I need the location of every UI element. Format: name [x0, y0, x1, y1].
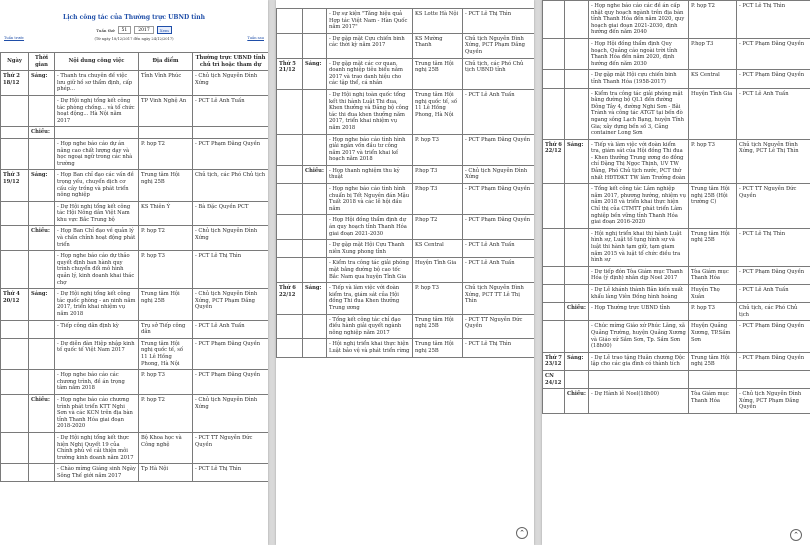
- content-cell: - Họp Hội đồng thẩm định Quy hoạch, Quảng cáo ngoài trời tỉnh Thanh Hóa đến năm 2020, định hướng đến năm 2030: [589, 38, 689, 69]
- table-row: [277, 339, 535, 357]
- place-cell: Trung tâm Hội nghị 25B: [413, 58, 463, 89]
- session-cell: Chiều:: [565, 389, 589, 414]
- content-cell: - Dự tiếp đón Tòa Giám mục Thanh Hóa (ý định) nhân dịp Noel 2017: [589, 266, 689, 284]
- day-cell: Thứ 4 20/12: [1, 289, 29, 320]
- place-cell: Tp Hà Nội: [139, 464, 193, 482]
- day-cell: [543, 284, 565, 302]
- place-cell: TP Vinh Nghệ An: [139, 95, 193, 126]
- content-cell: - Hội nghị triển khai thực hiện Luật bảo vệ và phát triển rừng: [327, 339, 413, 357]
- lead-cell: - PCT TT Nguyễn Đức Quyền: [463, 314, 535, 339]
- day-cell: [543, 303, 565, 321]
- schedule-table: [0, 52, 268, 482]
- day-cell: [543, 266, 565, 284]
- session-cell: Sáng:: [29, 170, 55, 201]
- place-cell: P. họp T3: [413, 283, 463, 314]
- table-row: [277, 283, 535, 314]
- lead-cell: Chủ tịch Nguyễn Đình Xứng, PCT Phạm Đăng Quyền: [463, 33, 535, 58]
- session-cell: [565, 88, 589, 139]
- lead-cell: - PCT Phạm Đăng Quyền: [737, 352, 810, 370]
- schedule-page-2: [276, 0, 534, 545]
- week-selector: [0, 26, 268, 34]
- day-cell: [543, 88, 565, 139]
- session-cell: Sáng:: [565, 352, 589, 370]
- place-cell: Tòa Giám mục Thanh Hóa: [689, 389, 737, 414]
- lead-cell: - PCT Phạm Đăng Quyền: [737, 266, 810, 284]
- table-row: [1, 370, 269, 395]
- day-cell: [277, 89, 303, 134]
- day-cell: [543, 321, 565, 352]
- content-cell: - Họp nghe báo cáo các đề án cấp nhật quy hoạch ngành trên địa bàn tỉnh Thanh Hóa đến năm 2020, quy hoạch giai đoạn 2021-2030, định hướng đến năm 2040: [589, 1, 689, 39]
- place-cell: Trung tâm Hội nghị 25B (Hội trường C): [689, 184, 737, 229]
- session-cell: [303, 240, 327, 258]
- session-cell: Chiều:: [29, 226, 55, 251]
- place-cell: P.họp T3: [689, 38, 737, 69]
- day-cell: [277, 134, 303, 165]
- content-cell: - Dự Hội nghị tổng kết thực hiện Nghị Quyết 19 của Chính phủ về cải thiện môi trường kinh doanh năm 2017: [55, 432, 139, 463]
- day-cell: [1, 138, 29, 169]
- session-cell: [29, 338, 55, 369]
- session-cell: [303, 184, 327, 215]
- content-cell: - Họp nghe báo cáo chương trình phát triển KTT Nghi Sơn và các KCN trên địa bàn tỉnh Thanh Hóa giai đoạn 2018-2020: [55, 394, 139, 432]
- content-cell: - Họp Ban chỉ đạo các vấn đề trọng yếu, chuyển dịch cơ cấu cây trồng và phát triển nông nghiệp: [55, 170, 139, 201]
- day-cell: [277, 314, 303, 339]
- schedule-table-wrap-1: [0, 52, 268, 482]
- lead-cell: - PCT Lê Anh Tuấn: [737, 284, 810, 302]
- session-cell: [29, 251, 55, 289]
- place-cell: [139, 127, 193, 139]
- schedule-page-3: [542, 0, 810, 545]
- table-row: [1, 138, 269, 169]
- lead-cell: - PCT Lê Anh Tuấn: [193, 320, 269, 338]
- view-button[interactable]: Xem: [157, 26, 172, 34]
- lead-cell: - PCT Lê Thị Thìn: [193, 251, 269, 289]
- session-cell: Chiều:: [303, 165, 327, 183]
- table-row: [1, 201, 269, 226]
- lead-cell: - PCT Lê Anh Tuấn: [463, 240, 535, 258]
- place-cell: P. họp T3: [139, 251, 193, 289]
- place-cell: KS Mường Thanh: [413, 33, 463, 58]
- place-cell: Trung tâm Hội nghị 25B: [139, 170, 193, 201]
- session-cell: Sáng:: [303, 58, 327, 89]
- content-cell: - Dự Lễ trao tặng Huân chương Độc lập cho các gia đình có thành tích: [589, 352, 689, 370]
- place-cell: P. họp T2: [139, 394, 193, 432]
- session-cell: [565, 184, 589, 229]
- place-cell: Trung tâm Hội nghị 25B: [413, 314, 463, 339]
- session-cell: [303, 9, 327, 34]
- session-cell: [303, 339, 327, 357]
- day-cell: [277, 9, 303, 34]
- content-cell: - Dự sự kiện "Tăng hiệu quả Hợp tác Việt Nam - Hàn Quốc năm 2017": [327, 9, 413, 34]
- session-cell: Chiều:: [29, 127, 55, 139]
- lead-cell: [737, 370, 810, 388]
- content-cell: - Chúc mừng Giáo xứ Phúc Lãng, xã Quảng Trường, huyện Quảng Xương và Giáo xứ Sầm Sơn, Tp. Sầm Sơn (18h00): [589, 321, 689, 352]
- lead-cell: - PCT Lê Thị Thìn: [737, 228, 810, 266]
- place-cell: KS Thiên Ý: [139, 201, 193, 226]
- place-cell: Trung tâm Hội nghị 25B: [689, 228, 737, 266]
- lead-cell: - Chủ tịch Nguyễn Đình Xứng: [463, 165, 535, 183]
- col-header-lead: Thường trực UBND tỉnh chủ trì hoặc tham dự: [193, 53, 269, 71]
- next-week-link[interactable]: Tuần sau: [247, 36, 264, 40]
- week-label: Tuần thứ: [96, 27, 115, 33]
- table-row: [543, 70, 810, 88]
- content-cell: - Tổng kết công tác chỉ đạo điều hành giải quyết ngành nông nghiệp năm 2017: [327, 314, 413, 339]
- schedule-table: [542, 0, 810, 414]
- prev-week-link[interactable]: Tuần trước: [4, 36, 25, 40]
- place-cell: KS Central: [413, 240, 463, 258]
- scroll-up-icon[interactable]: ⌃: [790, 529, 802, 541]
- place-cell: Tòa Giám mục Thanh Hóa: [689, 266, 737, 284]
- content-cell: - Kiểm tra công tác giải phóng mặt bằng đường bộ QL1 đến đường Đông Tây 4, đường Nghi Sơn - Bãi Trành và công tác ATGT tại bến đò ngang sông Lạch Bạng, huyện Tĩnh Gia; xây dựng bến số 3, Cảng container Long Sơn: [589, 88, 689, 139]
- content-cell: - Họp Ban Chỉ đạo về quản lý và chấn chỉnh hoạt động phát triển: [55, 226, 139, 251]
- day-cell: [1, 201, 29, 226]
- page-title: Lịch công tác của Thường trực UBND tỉnh: [62, 14, 206, 21]
- lead-cell: - PCT Phạm Đăng Quyền: [463, 215, 535, 240]
- place-cell: P.họp T3: [413, 165, 463, 183]
- session-cell: Sáng:: [303, 283, 327, 314]
- place-cell: Tỉnh Vĩnh Phúc: [139, 71, 193, 96]
- session-cell: [303, 89, 327, 134]
- session-cell: Chiều:: [565, 303, 589, 321]
- place-cell: Huyện Tĩnh Gia: [689, 88, 737, 139]
- content-cell: - Họp Hội đồng thẩm định dự án quy hoạch tỉnh Thanh Hóa giai đoạn 2021-2030: [327, 215, 413, 240]
- table-row: [543, 303, 810, 321]
- content-cell: - Họp nghe báo cáo dự thảo quyết định ban hành quy trình chuyển đổi mô hình quản lý, kinh doanh khai thác chợ: [55, 251, 139, 289]
- year-select[interactable]: 2017: [134, 26, 153, 34]
- table-row: [1, 394, 269, 432]
- day-cell: [277, 33, 303, 58]
- day-cell: [277, 240, 303, 258]
- session-cell: [565, 38, 589, 69]
- table-row: [1, 226, 269, 251]
- content-cell: - Thanh tra chuyên đề việc lưu giữ hồ sơ thẩm định, cấp phép...: [55, 71, 139, 96]
- content-cell: [55, 127, 139, 139]
- session-cell: [565, 370, 589, 388]
- content-cell: - Họp Thường trực UBND tỉnh: [589, 303, 689, 321]
- day-cell: Thứ 6 22/12: [543, 139, 565, 184]
- lead-cell: - PCT Lê Thị Thìn: [193, 464, 269, 482]
- lead-cell: - Chủ tịch Nguyễn Đình Xứng: [193, 71, 269, 96]
- content-cell: - Tổng kết công tác Lâm nghiệp năm 2017, phương hướng, nhiệm vụ năm 2018 và triển khai thực hiện Chỉ thị của CTMTT phát triển Lâm nghiệp bền vững tỉnh Thanh Hóa giai đoạn 2016-2020: [589, 184, 689, 229]
- lead-cell: Chủ tịch, các Phó Chủ tịch UBND tỉnh: [463, 58, 535, 89]
- table-row: [277, 89, 535, 134]
- schedule-body: [277, 9, 535, 358]
- lead-cell: - Chủ tịch Nguyễn Đình Xứng, PCT Phạm Đăng Quyền: [193, 289, 269, 320]
- table-row: [277, 240, 535, 258]
- table-row: [1, 251, 269, 289]
- content-cell: - Dự gặp mặt Hội cựu chiến binh tỉnh Thanh Hóa (1958-2017): [589, 70, 689, 88]
- place-cell: Trung tâm Hội nghị quốc tế, số 11 Lê Hồng Phong, Hà Nội: [139, 338, 193, 369]
- lead-cell: - PCT TT Nguyễn Đức Quyền: [737, 184, 810, 229]
- table-row: [277, 184, 535, 215]
- table-row: [277, 9, 535, 34]
- day-cell: Thứ 2 18/12: [1, 71, 29, 96]
- place-cell: Huyện Quảng Xương, TP.Sầm Sơn: [689, 321, 737, 352]
- lead-cell: - PCT Lê Thị Thìn: [463, 339, 535, 357]
- lead-cell: - PCT Lê Anh Tuấn: [463, 258, 535, 283]
- content-cell: - Họp nghe báo cáo tình hình chuẩn bị Tết Nguyên đán Mậu Tuất 2018 và các lễ hội đầu năm: [327, 184, 413, 215]
- session-cell: Sáng:: [565, 139, 589, 184]
- day-cell: [1, 464, 29, 482]
- lead-cell: Chủ tịch Nguyễn Đình Xứng, PCT Lê Thị Thìn: [737, 139, 810, 184]
- col-header-time: Thời gian: [29, 53, 55, 71]
- lead-cell: Chủ tịch Nguyễn Đình Xứng, PCT TT Lê Thị Thìn: [463, 283, 535, 314]
- lead-cell: - Bà Đặc Quyền PCT: [193, 201, 269, 226]
- content-cell: - Họp nghe báo cáo tình hình giải ngân vốn đầu tư công năm 2017 và triển khai kế hoạch năm 2018: [327, 134, 413, 165]
- place-cell: P.họp T3: [413, 184, 463, 215]
- day-cell: [543, 228, 565, 266]
- day-cell: [277, 258, 303, 283]
- lead-cell: - PCT Lê Thị Thìn: [463, 9, 535, 34]
- table-row: [1, 95, 269, 126]
- place-cell: Trụ sở Tiếp công dân: [139, 320, 193, 338]
- day-cell: [1, 370, 29, 395]
- content-cell: - Dự Hội nghị toàn quốc tổng kết thi hành Luật Thi đua, Khen thưởng và Đảng bộ công tác thi đua khen thưởng năm 2017, triển khai nhiệm vụ năm 2018: [327, 89, 413, 134]
- place-cell: [689, 370, 737, 388]
- table-row: [277, 134, 535, 165]
- table-row: [1, 338, 269, 369]
- session-cell: Sáng:: [29, 71, 55, 96]
- place-cell: Huyện Tĩnh Gia: [413, 258, 463, 283]
- table-header-row: [1, 53, 269, 71]
- table-row: [543, 370, 810, 388]
- place-cell: Trung tâm Hội nghị 25B: [413, 339, 463, 357]
- session-cell: [565, 70, 589, 88]
- content-cell: - Dự diễn đàn Hiệp nhập kinh tế quốc tế Việt Nam 2017: [55, 338, 139, 369]
- session-cell: [29, 138, 55, 169]
- content-cell: - Họp thanh nghiệm thu kỹ thuật: [327, 165, 413, 183]
- lead-cell: - Chủ tịch Nguyễn Đình Xứng: [193, 226, 269, 251]
- table-row: [277, 314, 535, 339]
- content-cell: [589, 370, 689, 388]
- table-row: [543, 184, 810, 229]
- day-cell: [277, 215, 303, 240]
- place-cell: Bộ Khoa học và Công nghệ: [139, 432, 193, 463]
- schedule-table-wrap-3: [542, 0, 810, 414]
- schedule-table-wrap-2: [276, 8, 534, 358]
- table-row: [277, 258, 535, 283]
- session-cell: Sáng:: [29, 289, 55, 320]
- content-cell: - Tiếp và làm việc với đoàn kiểm tra, giám sát của Hội đồng Thi đua Khen thưởng Trung ương: [327, 283, 413, 314]
- content-cell: - Dự Lễ khánh thành Bản kiến xuất khẩu làng Viên Đồng hình hoàng: [589, 284, 689, 302]
- lead-cell: Chủ tịch, các Phó Chủ tịch: [193, 170, 269, 201]
- lead-cell: - PCT Phạm Đăng Quyền: [737, 321, 810, 352]
- table-row: [543, 139, 810, 184]
- table-row: [1, 170, 269, 201]
- day-cell: Thứ 7 23/12: [543, 352, 565, 370]
- lead-cell: - PCT Lê Anh Tuấn: [193, 95, 269, 126]
- content-cell: - Họp nghe báo cáo dự án nâng cao chất lượng dạy và học ngoại ngữ trong các nhà trường: [55, 138, 139, 169]
- place-cell: Trung tâm Hội nghị 25B: [139, 289, 193, 320]
- session-cell: [303, 258, 327, 283]
- day-cell: [1, 127, 29, 139]
- session-cell: [29, 320, 55, 338]
- day-cell: CN 24/12: [543, 370, 565, 388]
- table-row: [1, 320, 269, 338]
- day-cell: [1, 95, 29, 126]
- session-cell: [303, 314, 327, 339]
- place-cell: P.họp T2: [413, 215, 463, 240]
- day-cell: [1, 251, 29, 289]
- day-cell: Thứ 3 19/12: [1, 170, 29, 201]
- day-cell: [543, 389, 565, 414]
- schedule-table: [276, 8, 534, 358]
- lead-cell: - PCT Phạm Đăng Quyền: [193, 138, 269, 169]
- day-cell: [277, 339, 303, 357]
- schedule-header: [0, 0, 268, 41]
- scroll-up-icon[interactable]: ⌃: [516, 527, 528, 539]
- lead-cell: - PCT Phạm Đăng Quyền: [193, 370, 269, 395]
- lead-cell: - PCT Phạm Đăng Quyền: [737, 38, 810, 69]
- content-cell: - Hội nghị triển khai thi hành Luật hình sự, Luật tố tụng hình sự và luật thi hành tạm giữ, tạm giam năm 2015 và luật tổ chức điều tra hình sự: [589, 228, 689, 266]
- place-cell: P. họp T3: [689, 139, 737, 184]
- content-cell: - Họp nghe báo cáo các chương trình, đề án trọng tâm năm 2018: [55, 370, 139, 395]
- session-cell: Chiều:: [29, 394, 55, 432]
- table-row: [277, 58, 535, 89]
- day-cell: [277, 184, 303, 215]
- content-cell: - Dự gặp mặt Hội Cựu Thanh niên Xung phong tỉnh: [327, 240, 413, 258]
- day-cell: [1, 320, 29, 338]
- table-row: [543, 1, 810, 39]
- place-cell: P. họp T3: [139, 370, 193, 395]
- day-cell: [1, 338, 29, 369]
- session-cell: [29, 201, 55, 226]
- table-row: [277, 165, 535, 183]
- schedule-body: [1, 71, 269, 482]
- lead-cell: - Chủ tịch Nguyễn Đình Xứng, PCT Phạm Đăng Quyền: [737, 389, 810, 414]
- lead-cell: - PCT Lê Thị Thìn: [737, 1, 810, 39]
- place-cell: Huyện Thọ Xuân: [689, 284, 737, 302]
- day-cell: [543, 70, 565, 88]
- session-cell: [565, 228, 589, 266]
- day-cell: [543, 38, 565, 69]
- table-row: [543, 284, 810, 302]
- session-cell: [565, 321, 589, 352]
- session-cell: [565, 266, 589, 284]
- day-cell: [543, 1, 565, 39]
- place-cell: Trung tâm Hội nghị 25B: [689, 352, 737, 370]
- content-cell: - Dự Hội nghị tổng kết công tác phòng chống... và tổ chức hoạt động... Hà Nội năm 2017: [55, 95, 139, 126]
- day-cell: [277, 165, 303, 183]
- content-cell: - Tiếp và làm việc với đoàn kiểm tra, giám sát của Hội đồng Thi đua - Khen thưởng Trung ương do đồng chí Đặng Thị Ngọc Thịnh, UV TW Đảng, Phó Chủ tịch nước, PCT thứ nhất HĐTĐKT TW làm Trưởng đoàn: [589, 139, 689, 184]
- session-cell: [29, 464, 55, 482]
- session-cell: [29, 95, 55, 126]
- col-header-place: Địa điểm: [139, 53, 193, 71]
- content-cell: - Dự gặp mặt các cơ quan, doanh nghiệp tiêu biểu năm 2017 và trao danh hiệu cho các tập thể, cá nhân: [327, 58, 413, 89]
- table-row: [543, 266, 810, 284]
- day-cell: [1, 432, 29, 463]
- content-cell: - Dự Hội nghị tổng kết công tác quốc phòng - an ninh năm 2017, triển khai nhiệm vụ năm 2018: [55, 289, 139, 320]
- table-row: [1, 71, 269, 96]
- content-cell: - Dự gặp mặt Cựu chiến binh các thời kỳ năm 2017: [327, 33, 413, 58]
- table-row: [277, 33, 535, 58]
- table-row: [1, 464, 269, 482]
- table-row: [277, 215, 535, 240]
- place-cell: KS Lotte Hà Nội: [413, 9, 463, 34]
- table-row: [543, 38, 810, 69]
- table-row: [1, 289, 269, 320]
- lead-cell: Chủ tịch, các Phó Chủ tịch: [737, 303, 810, 321]
- lead-cell: - PCT Phạm Đăng Quyền: [193, 338, 269, 369]
- day-cell: [1, 394, 29, 432]
- lead-cell: - PCT Phạm Đăng Quyền: [463, 134, 535, 165]
- lead-cell: - PCT Phạm Đăng Quyền: [463, 184, 535, 215]
- lead-cell: - PCT Lê Anh Tuấn: [463, 89, 535, 134]
- day-cell: Thứ 6 22/12: [277, 283, 303, 314]
- content-cell: - Tiếp công dân định kỳ: [55, 320, 139, 338]
- session-cell: [565, 284, 589, 302]
- content-cell: - Kiểm tra công tác giải phóng mặt bằng đường bộ cao tốc Bắc Nam qua huyện Tĩnh Gia: [327, 258, 413, 283]
- col-header-content: Nội dung công việc: [55, 53, 139, 71]
- place-cell: P. họp T2: [139, 226, 193, 251]
- place-cell: P. họp T3: [413, 134, 463, 165]
- table-row: [543, 389, 810, 414]
- table-row: [543, 321, 810, 352]
- lead-cell: - Chủ tịch Nguyễn Đình Xứng: [193, 394, 269, 432]
- place-cell: P. họp T3: [689, 303, 737, 321]
- lead-cell: - PCT Phạm Đăng Quyền: [737, 70, 810, 88]
- table-row: [1, 127, 269, 139]
- table-row: [1, 432, 269, 463]
- place-cell: KS Central: [689, 70, 737, 88]
- table-row: [543, 352, 810, 370]
- week-select[interactable]: 51: [118, 26, 132, 34]
- content-cell: - Dự Hành lễ Noel(18h00): [589, 389, 689, 414]
- content-cell: - Dự Hội nghị tổng kết công tác Hội Nông dân Việt Nam khu vực Bắc Trung bộ: [55, 201, 139, 226]
- day-cell: [1, 226, 29, 251]
- session-cell: [303, 215, 327, 240]
- table-row: [543, 88, 810, 139]
- col-header-day: Ngày: [1, 53, 29, 71]
- place-cell: P. họp T2: [139, 138, 193, 169]
- session-cell: [29, 370, 55, 395]
- session-cell: [29, 432, 55, 463]
- date-range: (Từ ngày 18/12/2017 đến ngày 24/12/2017): [94, 37, 174, 41]
- day-cell: Thứ 5 21/12: [277, 58, 303, 89]
- table-row: [543, 228, 810, 266]
- content-cell: - Chào mừng Giáng sinh Ngày Sông Thế giới năm 2017: [55, 464, 139, 482]
- lead-cell: - PCT Lê Anh Tuấn: [737, 88, 810, 139]
- session-cell: [565, 1, 589, 39]
- session-cell: [303, 33, 327, 58]
- session-cell: [303, 134, 327, 165]
- lead-cell: [193, 127, 269, 139]
- schedule-page-1: [0, 0, 268, 545]
- day-cell: [543, 184, 565, 229]
- place-cell: P. họp T2: [689, 1, 737, 39]
- place-cell: Trung tâm Hội nghị quốc tế, số 11 Lê Hồng Phong, Hà Nội: [413, 89, 463, 134]
- lead-cell: - PCT TT Nguyễn Đức Quyền: [193, 432, 269, 463]
- schedule-body: [543, 1, 810, 414]
